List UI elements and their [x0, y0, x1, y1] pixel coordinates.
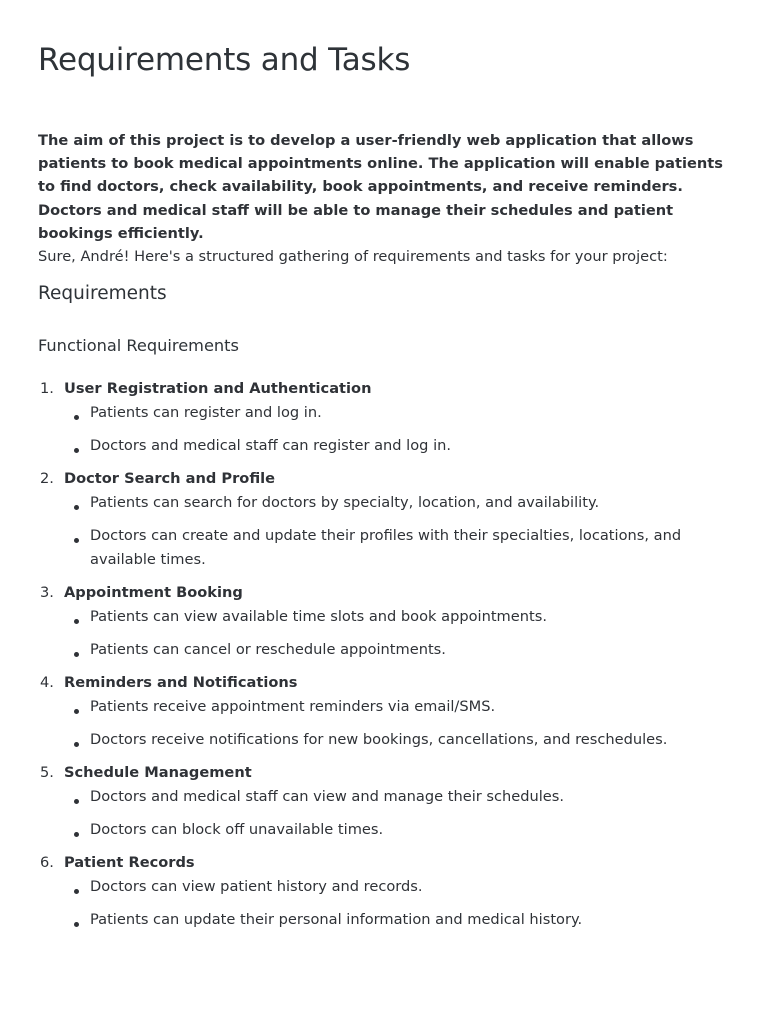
bullet-item: Patients can cancel or reschedule appointments.	[64, 638, 730, 662]
bullet-item: Patients can register and log in.	[64, 401, 730, 425]
requirement-item	[38, 671, 730, 752]
requirement-number: 2.	[40, 470, 54, 488]
requirement-number: 1.	[40, 380, 54, 398]
requirement-number: 4.	[40, 674, 54, 692]
bullet-item: Doctors and medical staff can view and manage their schedules.	[64, 785, 730, 809]
bullet-item: Doctors can block off unavailable times.	[64, 818, 730, 842]
lead-paragraph: Sure, André! Here's a structured gathering of requirements and tasks for your project:	[38, 248, 668, 266]
requirement-title: Patient Records	[64, 854, 195, 872]
requirement-title: User Registration and Authentication	[64, 380, 372, 398]
requirement-item	[38, 851, 730, 932]
bullet-item: Doctors can create and update their profiles with their specialties, locations, and available times.	[64, 524, 730, 572]
section-heading-requirements: Requirements	[38, 283, 167, 305]
bullet-item: Patients can search for doctors by specialty, location, and availability.	[64, 491, 730, 515]
requirement-number: 3.	[40, 584, 54, 602]
bullet-item: Doctors can view patient history and records.	[64, 875, 730, 899]
requirement-bullets	[64, 491, 730, 572]
page-title: Requirements and Tasks	[38, 42, 411, 78]
requirement-bullets	[64, 605, 730, 662]
requirements-list	[38, 377, 730, 932]
bullet-item: Patients receive appointment reminders via email/SMS.	[64, 695, 730, 719]
requirement-bullets	[64, 401, 730, 458]
requirement-number: 5.	[40, 764, 54, 782]
requirement-title: Reminders and Notifications	[64, 674, 298, 692]
requirement-title: Schedule Management	[64, 764, 252, 782]
requirement-number: 6.	[40, 854, 54, 872]
requirement-item	[38, 467, 730, 572]
bullet-item: Doctors receive notifications for new bookings, cancellations, and reschedules.	[64, 728, 730, 752]
requirement-item	[38, 581, 730, 662]
requirement-title: Appointment Booking	[64, 584, 243, 602]
requirement-item	[38, 761, 730, 842]
requirement-title: Doctor Search and Profile	[64, 470, 276, 488]
bullet-item: Patients can update their personal information and medical history.	[64, 908, 730, 932]
requirement-bullets	[64, 875, 730, 932]
requirement-bullets	[64, 785, 730, 842]
subsection-heading-functional: Functional Requirements	[38, 336, 239, 356]
requirement-item	[38, 377, 730, 458]
project-aim-paragraph: The aim of this project is to develop a user-friendly web application that allows patients to book medical appointments online. The application will enable patients to find doctors, check availability, book appointments, and receive reminders. Doctors and medical staff will be able to manage their schedules and patient bookings efficiently.	[38, 132, 723, 242]
requirement-bullets	[64, 695, 730, 752]
bullet-item: Doctors and medical staff can register and log in.	[64, 434, 730, 458]
bullet-item: Patients can view available time slots and book appointments.	[64, 605, 730, 629]
